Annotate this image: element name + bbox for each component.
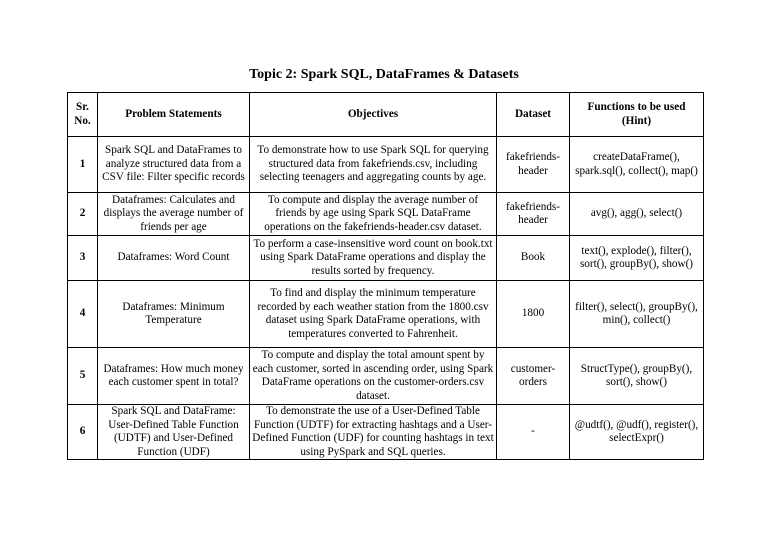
row-number: 2 <box>68 193 98 236</box>
table-row <box>68 405 704 460</box>
header-sr-no: Sr. No. <box>68 93 98 137</box>
dataset-cell: Book <box>497 236 570 281</box>
page-title: Topic 2: Spark SQL, DataFrames & Datasets <box>249 67 519 82</box>
header-dataset: Dataset <box>497 93 570 137</box>
row-number: 4 <box>68 281 98 348</box>
problem-statement-cell: Spark SQL and DataFrames to analyze structured data from a CSV file: Filter specific records <box>98 137 250 193</box>
row-number: 3 <box>68 236 98 281</box>
objective-cell: To compute and display the total amount spent by each customer, sorted in ascending order, using Spark DataFrame operations on the customer-orders.csv dataset. <box>250 348 497 405</box>
topics-table <box>67 92 704 460</box>
functions-cell: avg(), agg(), select() <box>570 193 704 236</box>
dataset-cell: - <box>497 405 570 460</box>
table-row <box>68 193 704 236</box>
table-row <box>68 281 704 348</box>
objective-cell: To compute and display the average number of friends by age using Spark SQL DataFrame operations on the fakefriends-header.csv dataset. <box>250 193 497 236</box>
objective-cell: To perform a case-insensitive word count on book.txt using Spark DataFrame operations and display the results sorted by frequency. <box>250 236 497 281</box>
problem-statement-cell: Dataframes: Calculates and displays the average number of friends per age <box>98 193 250 236</box>
table-row <box>68 348 704 405</box>
dataset-cell: 1800 <box>497 281 570 348</box>
table-header-row <box>68 93 704 137</box>
header-functions: Functions to be used (Hint) <box>570 93 704 137</box>
header-objectives: Objectives <box>250 93 497 137</box>
dataset-cell: customer-orders <box>497 348 570 405</box>
objective-cell: To demonstrate how to use Spark SQL for querying structured data from fakefriends.csv, including selecting teenagers and aggregating counts by age. <box>250 137 497 193</box>
row-number: 5 <box>68 348 98 405</box>
problem-statement-cell: Dataframes: Minimum Temperature <box>98 281 250 348</box>
row-number: 1 <box>68 137 98 193</box>
header-problem-statements: Problem Statements <box>98 93 250 137</box>
dataset-cell: fakefriends-header <box>497 137 570 193</box>
functions-cell: createDataFrame(), spark.sql(), collect(), map() <box>570 137 704 193</box>
objective-cell: To find and display the minimum temperature recorded by each weather station from the 1800.csv dataset using Spark DataFrame operations, with temperatures converted to Fahrenheit. <box>250 281 497 348</box>
problem-statement-cell: Spark SQL and DataFrame: User-Defined Table Function (UDTF) and User-Defined Function (UDF) <box>98 405 250 460</box>
dataset-cell: fakefriends-header <box>497 193 570 236</box>
problem-statement-cell: Dataframes: Word Count <box>98 236 250 281</box>
problem-statement-cell: Dataframes: How much money each customer spent in total? <box>98 348 250 405</box>
objective-cell: To demonstrate the use of a User-Defined Table Function (UDTF) for extracting hashtags and a User-Defined Function (UDF) for counting hashtags in text using PySpark and SQL queries. <box>250 405 497 460</box>
functions-cell: text(), explode(), filter(), sort(), groupBy(), show() <box>570 236 704 281</box>
table-row <box>68 236 704 281</box>
table-row <box>68 137 704 193</box>
functions-cell: @udtf(), @udf(), register(), selectExpr() <box>570 405 704 460</box>
functions-cell: StructType(), groupBy(), sort(), show() <box>570 348 704 405</box>
functions-cell: filter(), select(), groupBy(), min(), collect() <box>570 281 704 348</box>
row-number: 6 <box>68 405 98 460</box>
